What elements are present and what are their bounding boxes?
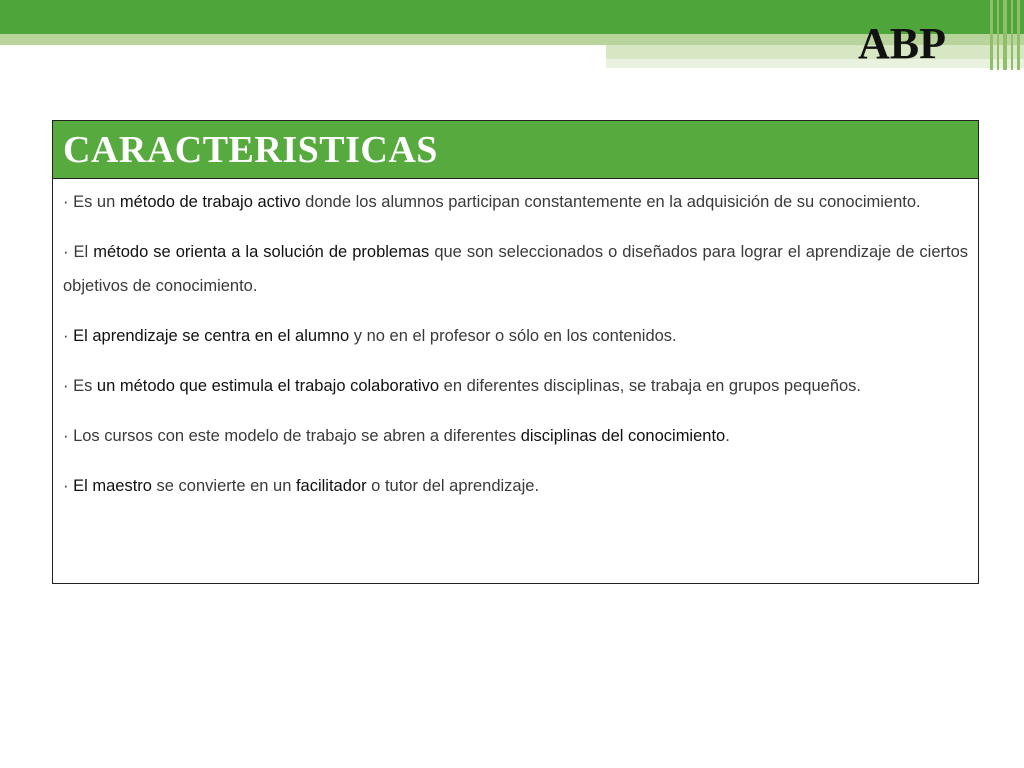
highlight-text: disciplinas del conocimiento <box>520 427 726 445</box>
decor-stripe <box>1003 0 1007 70</box>
decor-stripe <box>1011 0 1013 70</box>
slide-title: ABP <box>858 19 946 68</box>
body-text: · El <box>63 243 94 261</box>
highlight-text: método se orienta a la solución de problemas <box>93 243 430 261</box>
characteristic-item <box>63 319 968 353</box>
characteristic-item <box>63 235 968 303</box>
highlight-text: facilitador <box>295 477 367 495</box>
body-text: donde los alumnos participan constantemente en la adquisición de su conocimiento. <box>300 193 921 211</box>
top-banner-accent <box>606 45 1024 59</box>
body-text: o tutor del aprendizaje. <box>366 477 540 495</box>
highlight-text: método de trabajo activo <box>119 193 301 211</box>
section-heading: CARACTERISTICAS <box>63 128 438 171</box>
highlight-text: El aprendizaje se centra en el alumno <box>73 327 350 345</box>
characteristics-list <box>53 179 978 503</box>
body-text: se convierte en un <box>151 477 296 495</box>
body-text: . <box>725 427 730 445</box>
characteristic-item <box>63 469 968 503</box>
characteristics-box <box>52 120 979 584</box>
body-text: y no en el profesor o sólo en los contenidos. <box>349 327 677 345</box>
characteristic-item <box>63 419 968 453</box>
decor-stripe <box>1017 0 1020 70</box>
top-banner-accent-2 <box>606 59 1024 68</box>
body-text: · Los cursos con este modelo de trabajo se abren a diferentes <box>63 427 521 445</box>
body-text: que son seleccionados o diseñados para lograr el aprendizaje de ciertos objetivos de conocimiento. <box>63 243 969 295</box>
highlight-text: El maestro <box>73 477 152 495</box>
decor-stripe <box>997 0 999 70</box>
characteristic-item <box>63 369 968 403</box>
body-text: · Es <box>63 377 97 395</box>
body-text: · <box>63 477 74 495</box>
characteristics-header <box>53 121 978 179</box>
body-text: en diferentes disciplinas, se trabaja en grupos pequeños. <box>439 377 862 395</box>
body-text: · Es un <box>63 193 120 211</box>
highlight-text: un método que estimula el trabajo colaborativo <box>96 377 440 395</box>
decor-stripe <box>990 0 993 70</box>
body-text: · <box>63 327 74 345</box>
characteristic-item <box>63 185 968 219</box>
